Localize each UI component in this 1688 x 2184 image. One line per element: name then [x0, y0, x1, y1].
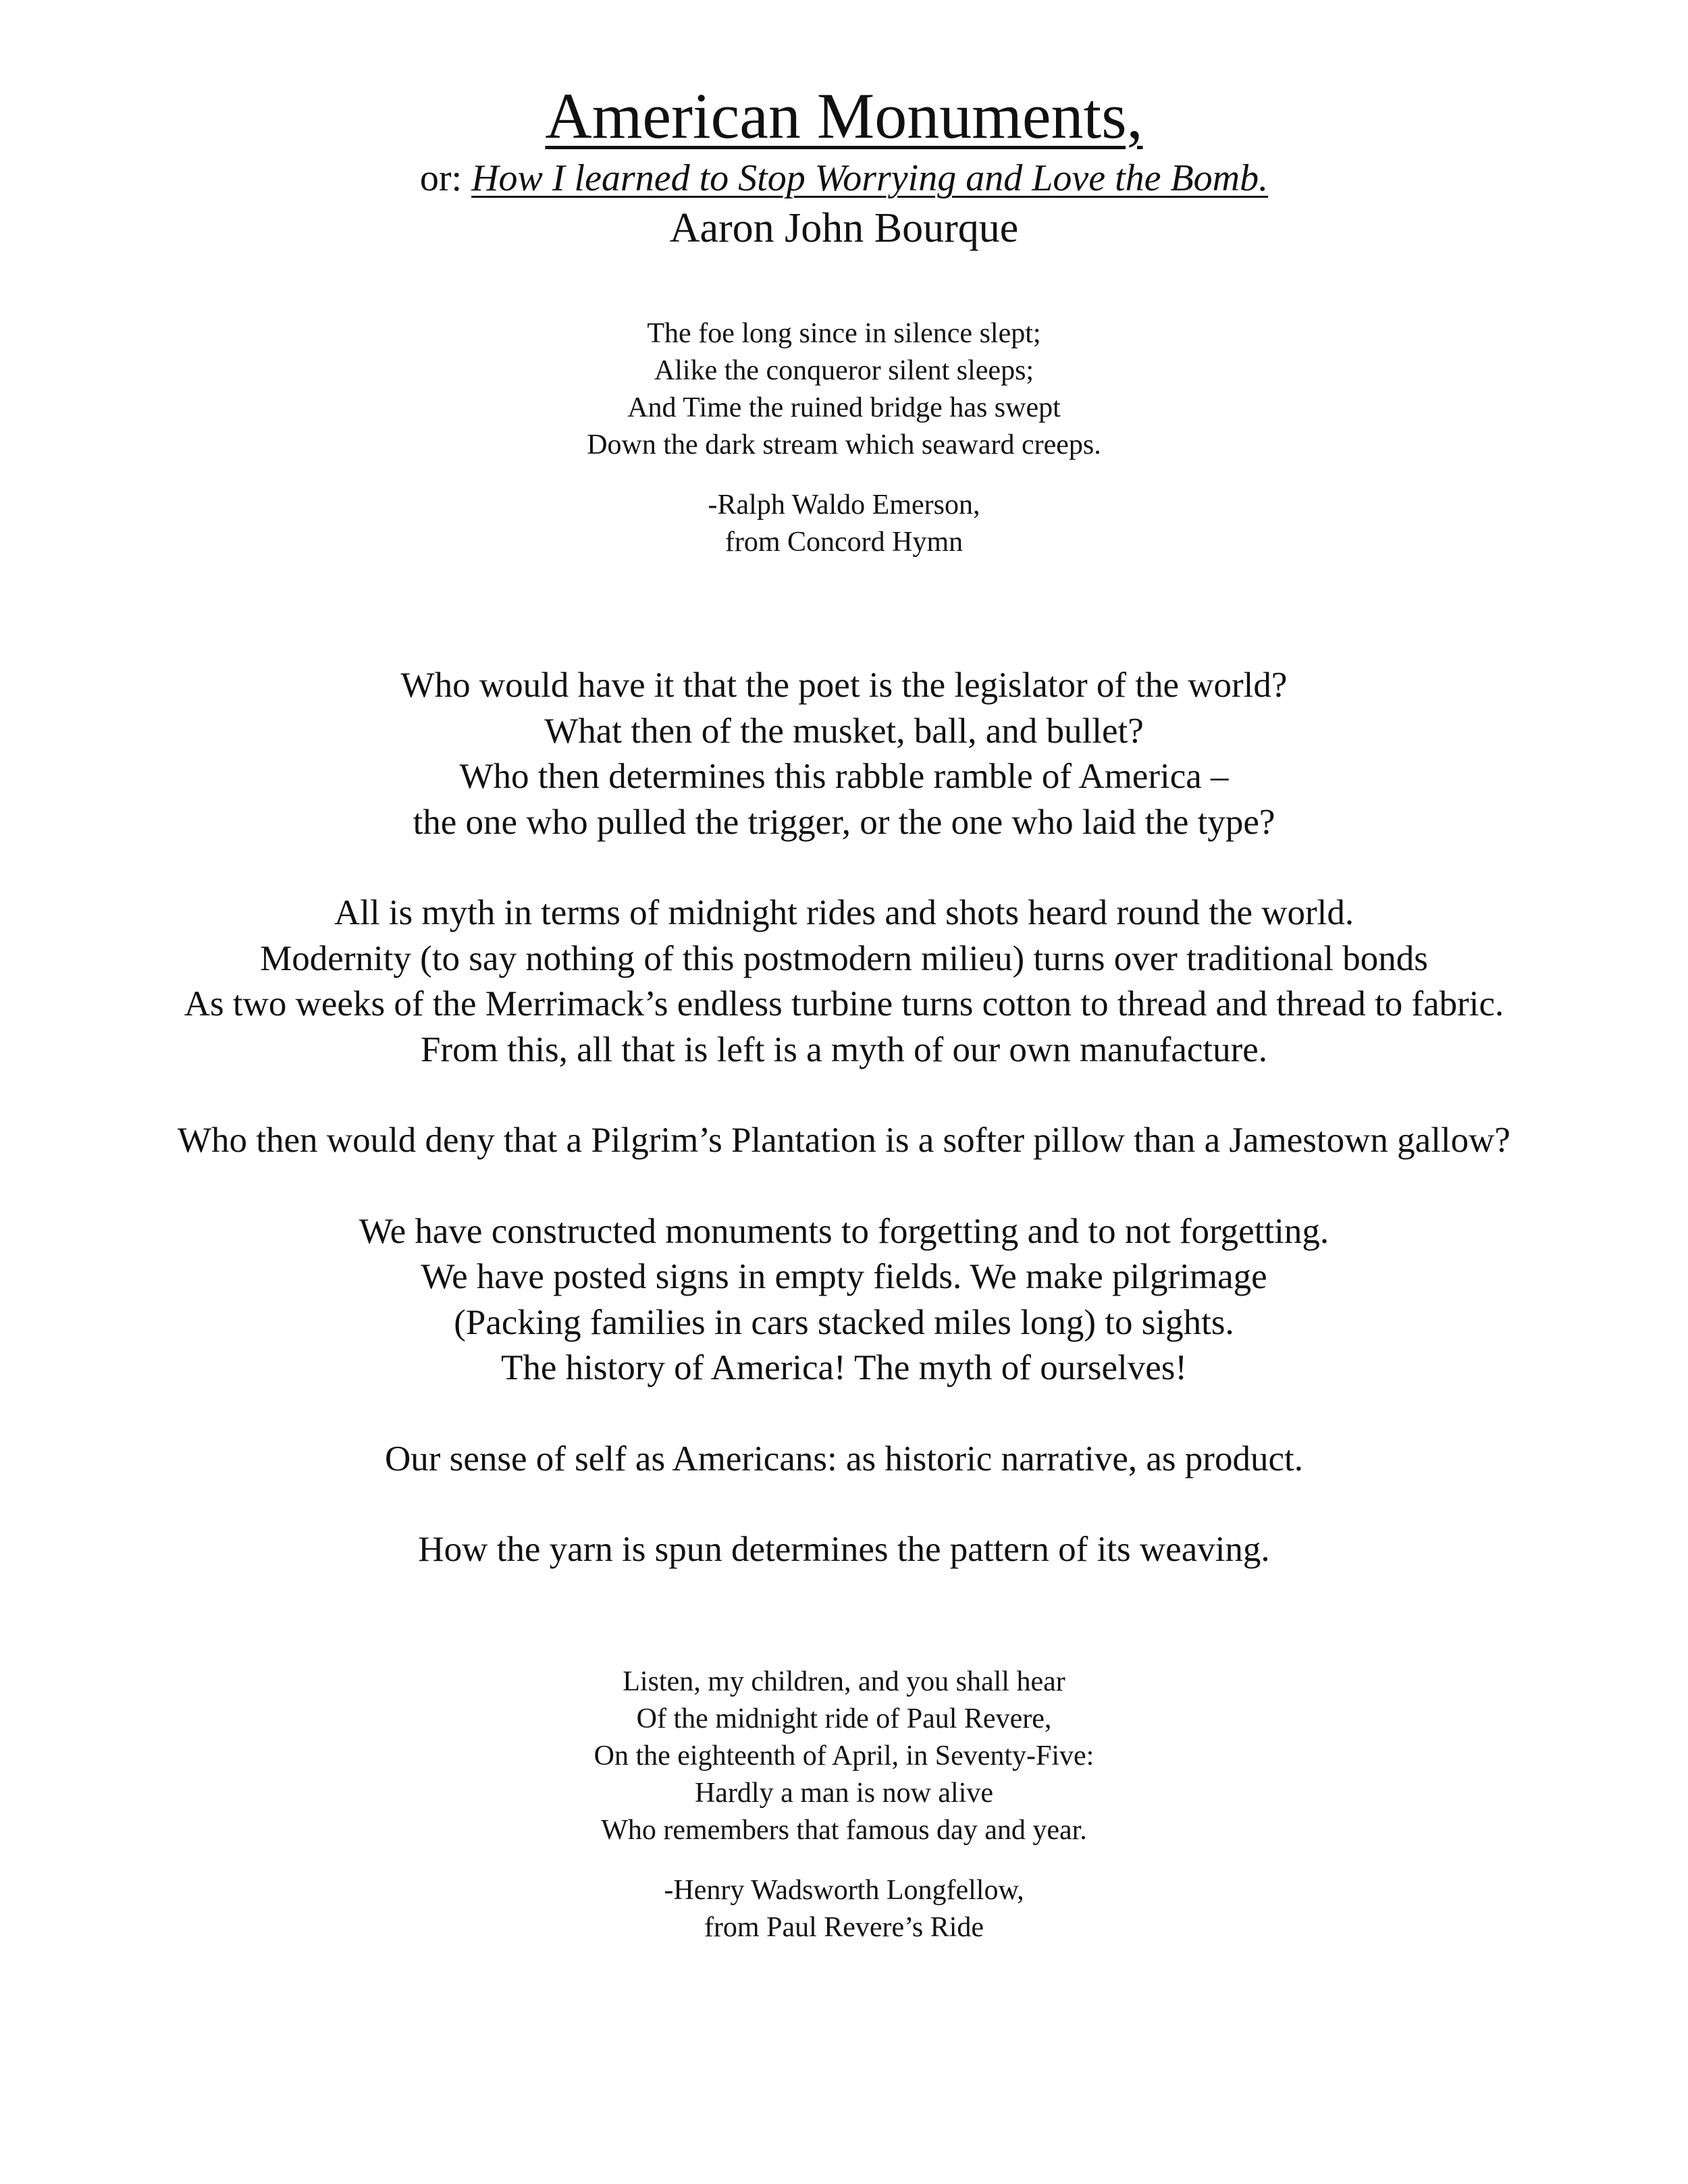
- attribution-author: -Henry Wadsworth Longfellow,: [664, 1875, 1024, 1906]
- epigraph-line: Hardly a man is now alive: [694, 1778, 994, 1809]
- epigraph-longfellow: [0, 1663, 1688, 1946]
- poem-line: All is myth in terms of midnight rides and shots heard round the world.: [334, 893, 1354, 932]
- poem-line: As two weeks of the Merrimack’s endless turbine turns cotton to thread and thread to fabric.: [184, 984, 1504, 1023]
- poem-line: Modernity (to say nothing of this postmodern milieu) turns over traditional bonds: [260, 938, 1428, 978]
- epigraph-line: Who remembers that famous day and year.: [601, 1815, 1087, 1846]
- epigraph-line: Alike the conqueror silent sleeps;: [654, 355, 1034, 386]
- poem-line: We have posted signs in empty fields. We make pilgrimage: [421, 1257, 1267, 1296]
- attribution-author: -Ralph Waldo Emerson,: [708, 489, 980, 521]
- poem-line: Who would have it that the poet is the legislator of the world?: [400, 666, 1288, 705]
- poem-line: (Packing families in cars stacked miles long) to sights.: [454, 1302, 1234, 1342]
- poem-line: We have constructed monuments to forgetting and to not forgetting.: [359, 1211, 1329, 1251]
- poem-line: How the yarn is spun determines the pattern of its weaving.: [418, 1530, 1270, 1569]
- stanza: [0, 663, 1688, 845]
- stanza: [0, 890, 1688, 1073]
- epigraph-attribution: [0, 1872, 1688, 1946]
- poem-line: the one who pulled the trigger, or the one who laid the type?: [413, 802, 1275, 842]
- subtitle-alt-title: How I learned to Stop Worrying and Love the Bomb.: [471, 157, 1269, 199]
- epigraph-line: Down the dark stream which seaward creeps.: [587, 429, 1101, 460]
- epigraph-line: The foe long since in silence slept;: [647, 318, 1041, 349]
- poem-body: [0, 663, 1688, 1618]
- poem-line: Who then would deny that a Pilgrim’s Plantation is a softer pillow than a Jamestown gallow?: [178, 1121, 1510, 1160]
- subtitle-prefix: or:: [419, 157, 472, 199]
- poem-line: The history of America! The myth of ourselves!: [500, 1348, 1188, 1387]
- epigraph-line: Listen, my children, and you shall hear: [623, 1666, 1065, 1697]
- document-title-text: American Monuments,: [545, 80, 1143, 152]
- epigraph-line: And Time the ruined bridge has swept: [627, 392, 1061, 423]
- author-name: Aaron John Bourque: [669, 205, 1019, 251]
- stanza: [0, 1527, 1688, 1573]
- epigraph-line: On the eighteenth of April, in Seventy-Five:: [594, 1740, 1094, 1772]
- stanza: [0, 1437, 1688, 1483]
- poem-line: Our sense of self as Americans: as historic narrative, as product.: [385, 1439, 1303, 1479]
- document-subtitle: [0, 154, 1688, 203]
- poem-line: Who then determines this rabble ramble of America –: [459, 757, 1229, 796]
- epigraph-emerson: [0, 315, 1688, 561]
- document-title: [0, 76, 1688, 157]
- attribution-source: from Paul Revere’s Ride: [704, 1912, 984, 1943]
- poem-line: From this, all that is left is a myth of our own manufacture.: [420, 1030, 1268, 1069]
- epigraph-attribution: [0, 487, 1688, 561]
- epigraph-line: Of the midnight ride of Paul Revere,: [636, 1703, 1052, 1734]
- attribution-source: from Concord Hymn: [724, 527, 964, 558]
- stanza: [0, 1209, 1688, 1391]
- poem-line: What then of the musket, ball, and bullet?: [544, 711, 1144, 751]
- stanza: [0, 1118, 1688, 1164]
